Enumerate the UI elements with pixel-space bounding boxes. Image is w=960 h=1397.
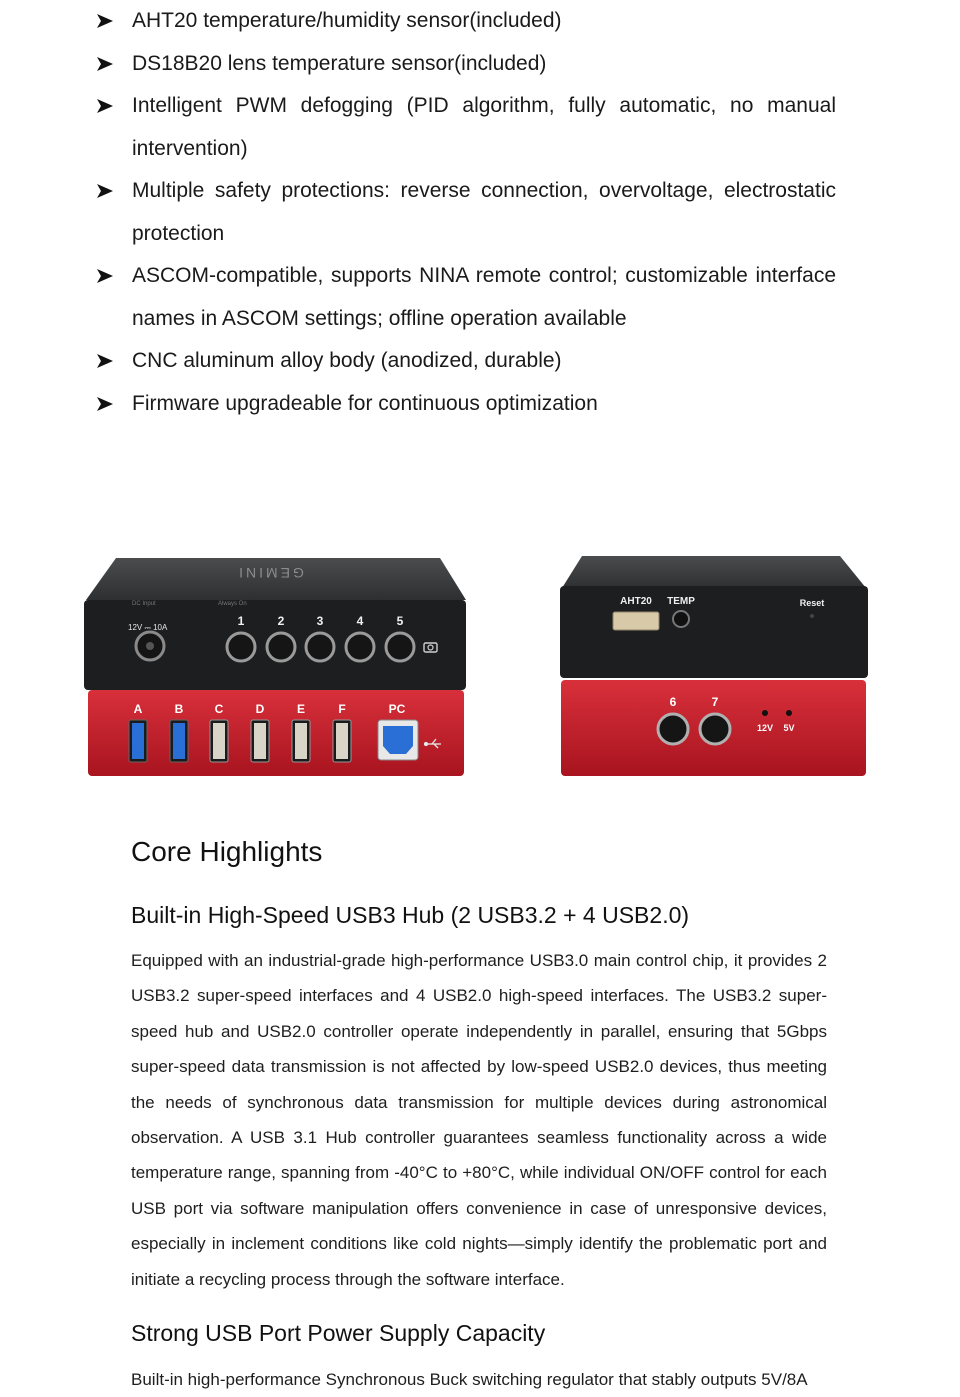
- usb-port-label: C: [214, 702, 224, 716]
- dc-port: [386, 633, 414, 661]
- usb-port-label: D: [255, 702, 265, 716]
- arrow-bullet-icon: [96, 353, 114, 369]
- dc-rating-label: 12V ⎓ 10A: [128, 623, 168, 632]
- usb-port-label: PC: [388, 702, 406, 716]
- arrow-bullet-icon: [96, 56, 114, 72]
- usb-hub-heading: Built-in High-Speed USB3 Hub (2 USB3.2 + 4 USB2.0): [131, 902, 690, 928]
- led-indicator: [762, 710, 768, 716]
- dc-port-label: 7: [711, 695, 719, 709]
- feature-text: DS18B20 lens temperature sensor(included): [132, 51, 547, 75]
- arrow-bullet-icon: [96, 13, 114, 29]
- aht20-connector: [613, 612, 659, 630]
- power-supply-heading: Strong USB Port Power Supply Capacity: [131, 1320, 546, 1346]
- feature-item: [96, 383, 836, 426]
- feature-text: AHT20 temperature/humidity sensor(included): [132, 9, 562, 32]
- dc-port-label: 4: [356, 614, 364, 628]
- left-device: [84, 558, 466, 776]
- dc-port: [658, 714, 688, 744]
- power-supply-paragraph: Built-in high-performance Synchronous Buck switching regulator that stably outputs 5V/8A: [131, 1370, 808, 1389]
- left-top-label: DC Input: [132, 601, 156, 607]
- feature-item: [96, 85, 836, 170]
- feature-list: [96, 0, 836, 425]
- feature-item: [96, 255, 836, 340]
- core-highlights-heading: Core Highlights: [131, 836, 323, 867]
- feature-item: [96, 170, 836, 255]
- usb-port-label: A: [133, 702, 143, 716]
- dc-port: [227, 633, 255, 661]
- led-label: 5V: [783, 723, 795, 733]
- aht20-label: AHT20: [620, 596, 652, 607]
- dc-port: [267, 633, 295, 661]
- dc-port: [700, 714, 730, 744]
- feature-text: Intelligent PWM defogging (PID algorithm, fully automatic, no manual intervention): [132, 94, 836, 160]
- usb-hub-paragraph: Equipped with an industrial-grade high-performance USB3.0 main control chip, it provides 2 USB3.2 super-speed interfaces and 4 USB2.0 high-speed interfaces. The USB3.2 super-speed hub and USB2.0 controller operate independently in parallel, ensuring that 5Gbps super-speed data transmission is not affected by low-speed USB2.0 devices, thus meeting the needs of synchronous data transmission for multiple devices during astronomical observation. A USB 3.1 Hub controller guarantees seamless functionality across a wide temperature range, spanning from -40°C to +80°C, while individual ON/OFF control for each USB port via software manipulation offers convenience in case of unresponsive devices, especially in inclement conditions like cold nights—simply identify the problematic port and initiate a recycling process through the software interface.: [131, 951, 827, 1289]
- temp-label: TEMP: [667, 596, 695, 607]
- dc-port-label: 1: [237, 614, 245, 628]
- feature-item: [96, 43, 836, 86]
- left-top-label: Always On: [218, 601, 247, 607]
- feature-text: CNC aluminum alloy body (anodized, durable): [132, 349, 562, 372]
- right-device: [560, 556, 868, 776]
- left-brand-label: GEMINI: [236, 565, 304, 581]
- dc-port-label: 5: [396, 614, 404, 628]
- feature-text: ASCOM-compatible, supports NINA remote control; customizable interface names in ASCOM settings; offline operation available: [132, 264, 836, 330]
- dc-port: [346, 633, 374, 661]
- feature-item: [96, 0, 836, 43]
- led-indicator: [786, 710, 792, 716]
- reset-hole: [810, 614, 814, 618]
- usb-port-label: F: [338, 702, 346, 716]
- arrow-bullet-icon: [96, 268, 114, 284]
- arrow-bullet-icon: [96, 183, 114, 199]
- feature-text: Multiple safety protections: reverse connection, overvoltage, electrostatic protection: [132, 179, 836, 245]
- usb-port-label: E: [296, 702, 306, 716]
- reset-label: Reset: [799, 598, 825, 608]
- usb-port-label: B: [174, 702, 184, 716]
- feature-item: [96, 340, 836, 383]
- dc-port: [306, 633, 334, 661]
- feature-text: Firmware upgradeable for continuous optimization: [132, 391, 598, 415]
- dc-port-label: 3: [316, 614, 324, 628]
- arrow-bullet-icon: [96, 396, 114, 412]
- product-photos: [0, 540, 960, 790]
- arrow-bullet-icon: [96, 98, 114, 114]
- dc-port-label: 6: [669, 695, 677, 709]
- temp-jack: [673, 611, 689, 627]
- dc-port-label: 2: [277, 614, 285, 628]
- led-label: 12V: [756, 723, 774, 733]
